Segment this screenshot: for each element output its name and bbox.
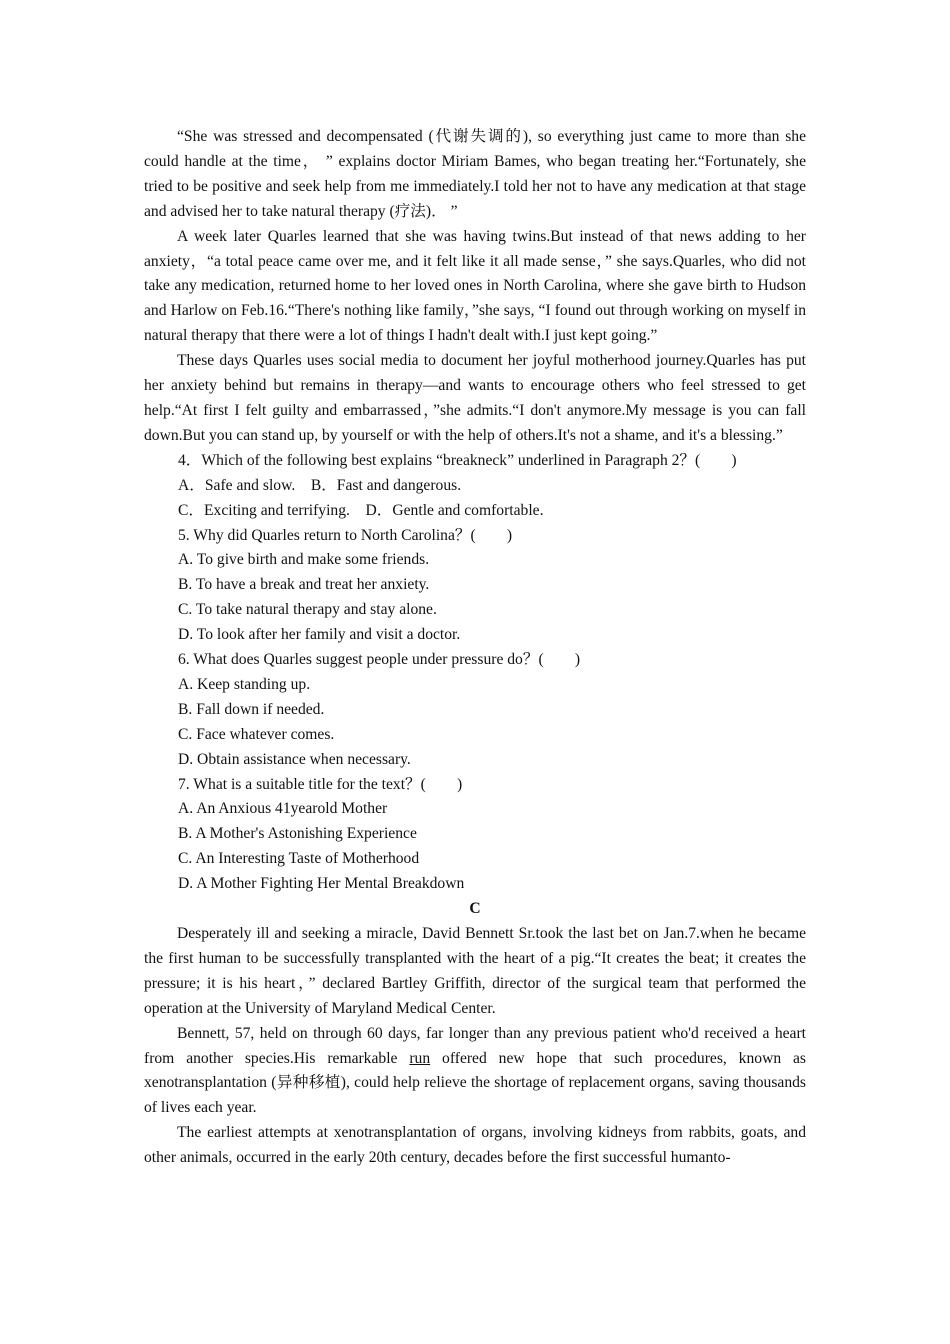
question-4-options-cd: C．Exciting and terrifying. D．Gentle and comfortable. bbox=[178, 501, 544, 519]
document-page bbox=[144, 125, 806, 1171]
question-6-option-c: C. Face whatever comes. bbox=[178, 725, 335, 743]
section-heading-c: C bbox=[469, 900, 481, 918]
question-6-option-d: D. Obtain assistance when necessary. bbox=[178, 750, 411, 768]
c-p2-text-c: ), could help relieve the shortage of replacement organs, saving thousands of lives each year. bbox=[144, 1074, 806, 1117]
p1-chinese-gloss-2: 疗法 bbox=[394, 202, 426, 220]
p1-text-c: )． ” bbox=[425, 202, 458, 220]
passage-b-paragraph-3: These days Quarles uses social media to document her joyful motherhood journey.Quarles has put her anxiety behind but remains in therapy—and wants to encourage others who feel stressed to get help.“At first I felt guilty and embarrassed，”she admits.“I don't anymore.My message is you can fall down.But you can stand up, by yourself or with the help of others.It's not a shame, and it's a blessing.” bbox=[144, 352, 806, 444]
question-4-options-ab: A．Safe and slow. B．Fast and dangerous. bbox=[178, 476, 462, 494]
p1-chinese-gloss-1: 代谢失调的 bbox=[433, 128, 523, 145]
passage-c-paragraph-3: The earliest attempts at xenotransplantation of organs, involving kidneys from rabbits, goats, and other animals, occurred in the early 20th century, decades before the first successful humanto- bbox=[144, 1124, 806, 1167]
passage-c-paragraph-2 bbox=[144, 1022, 806, 1122]
passage-c-paragraph-1: Desperately ill and seeking a miracle, David Bennett Sr.took the last bet on Jan.7.when he became the first human to be successfully transplanted with the heart of a pig.“It creates the beat; it creates the pressure; it is his heart，” declared Bartley Griffith, director of the surgical team that performed the operation at the University of Maryland Medical Center. bbox=[144, 925, 806, 1017]
question-7-option-b: B. A Mother's Astonishing Experience bbox=[178, 825, 417, 843]
p1-text-b: ), so everything just came to more than she could handle at the time， ” explains doctor Miriam Bames, who began treating her.“Fortunately, she tried to be positive and seek help from me immediately.I told her not to have any medication at that stage and advised her to take natural therapy ( bbox=[144, 128, 806, 220]
question-7-option-d: D. A Mother Fighting Her Mental Breakdown bbox=[178, 875, 465, 893]
question-6-stem: 6. What does Quarles suggest people under pressure do？( ) bbox=[178, 651, 581, 669]
passage-b-paragraph-1 bbox=[144, 125, 806, 225]
question-7-stem: 7. What is a suitable title for the text？( ) bbox=[178, 775, 463, 793]
c-p2-text-b: offered new hope that such procedures, known as xenotransplantation ( bbox=[144, 1049, 807, 1092]
passage-b-paragraph-2: A week later Quarles learned that she was having twins.But instead of that news adding to her anxiety，“a total peace came over me, and it felt like it all made sense，” she says.Quarles, who did not take any medication, returned home to her loved ones in North Carolina, where she gave birth to Hudson and Harlow on Feb.16.“There's nothing like family，”she says, “I found out through working on myself in natural therapy that there were a lot of things I hadn't dealt with.I just kept going.” bbox=[144, 227, 806, 345]
question-7-option-a: A. An Anxious 41yearold Mother bbox=[178, 800, 388, 818]
c-p2-text-a: Bennett, 57, held on through 60 days, far longer than any previous patient who'd received a heart from another species.His remarkable bbox=[144, 1024, 806, 1067]
c-p2-chinese-gloss: 异种移植 bbox=[276, 1074, 341, 1092]
question-7-option-c: C. An Interesting Taste of Motherhood bbox=[178, 850, 420, 868]
question-5-option-c: C. To take natural therapy and stay alone. bbox=[178, 601, 437, 619]
question-6-option-a: A. Keep standing up. bbox=[178, 675, 311, 693]
question-5-option-d: D. To look after her family and visit a doctor. bbox=[178, 626, 461, 644]
question-6-option-b: B. Fall down if needed. bbox=[178, 700, 325, 718]
question-4-stem: 4．Which of the following best explains “breakneck” underlined in Paragraph 2？( ) bbox=[178, 451, 737, 469]
question-5-option-b: B. To have a break and treat her anxiety. bbox=[178, 576, 430, 594]
p1-text-a: “She was stressed and decompensated ( bbox=[177, 128, 434, 145]
underlined-word-run: run bbox=[409, 1049, 431, 1067]
question-5-option-a: A. To give birth and make some friends. bbox=[178, 551, 430, 569]
question-5-stem: 5. Why did Quarles return to North Carolina？( ) bbox=[178, 526, 513, 544]
